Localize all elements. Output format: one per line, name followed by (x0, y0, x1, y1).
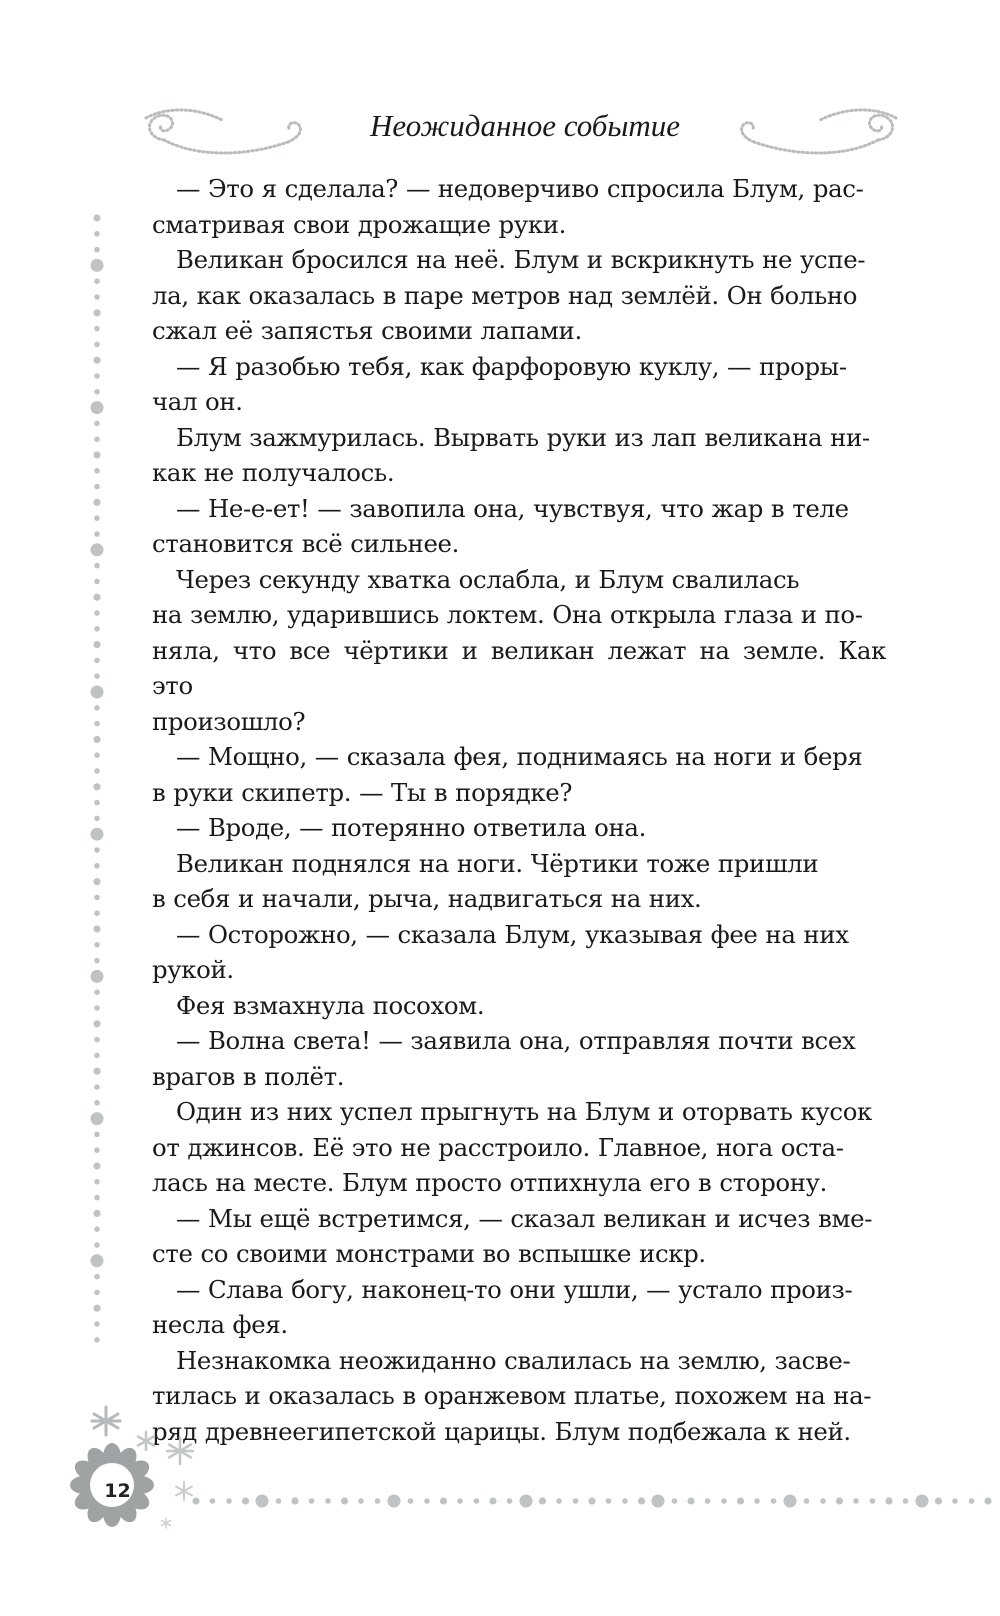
snowflake-icon (167, 1438, 193, 1464)
border-dot (94, 1037, 100, 1043)
border-dot (94, 294, 100, 300)
border-dot (94, 626, 100, 632)
text-line: Незнакомка неожиданно свалилась на землю, засве- (176, 1345, 851, 1375)
snowflake-icon (176, 1482, 192, 1500)
left-dot-border (86, 212, 108, 1352)
border-dot (916, 1495, 929, 1508)
text-line: врагов в полёт. (152, 1061, 345, 1091)
border-dot (93, 736, 100, 743)
paragraph (152, 1023, 886, 1094)
border-dot (94, 1242, 100, 1248)
border-dot (652, 1495, 665, 1508)
text-line: — Слава богу, наконец-то они ушли, — устало произ- (176, 1274, 853, 1304)
text-line: сжал её запястья своими лапами. (152, 316, 582, 345)
border-dot (969, 1498, 975, 1504)
text-line: сматривая свои дрожащие руки. (152, 209, 567, 239)
border-dot (94, 1226, 100, 1232)
border-dot (93, 357, 100, 364)
snowflake-icon (92, 1407, 120, 1435)
border-dot (94, 389, 100, 395)
border-dot (606, 1498, 612, 1504)
border-dot (341, 1497, 348, 1504)
border-dot (638, 1497, 645, 1504)
border-dot (94, 1321, 100, 1327)
border-dot (256, 1495, 269, 1508)
border-dot (93, 641, 100, 648)
border-dot (687, 1497, 694, 1504)
border-dot (836, 1497, 843, 1504)
paragraph (152, 739, 886, 810)
border-dot (94, 326, 100, 332)
border-dot (94, 1005, 100, 1011)
text-line: как не получалось. (152, 458, 395, 487)
border-dot (94, 1147, 100, 1153)
border-dot (94, 484, 100, 490)
header-ornament-left (138, 100, 314, 162)
border-dot (94, 705, 100, 711)
border-dot (903, 1498, 909, 1504)
text-line: Блум зажмурилась. Вырвать руки из лап великана ни- (176, 422, 870, 452)
border-dot (885, 1497, 892, 1504)
paragraph (152, 988, 886, 1024)
border-dot (984, 1497, 991, 1504)
paragraph (152, 171, 886, 242)
border-dot (94, 989, 100, 995)
border-dot (474, 1498, 480, 1504)
border-dot (94, 1084, 100, 1090)
paragraph (152, 420, 886, 491)
border-dot (242, 1497, 249, 1504)
border-dot (94, 373, 100, 379)
border-dot (94, 800, 100, 806)
header-ornament-right (728, 100, 904, 162)
text-line: становится всё сильнее. (152, 529, 460, 558)
text-line: — Вроде, — потерянно ответила она. (176, 813, 647, 842)
flower-page-badge (68, 1395, 208, 1545)
text-line: Великан поднялся на ноги. Чёртики тоже пришли (176, 848, 819, 878)
text-line: от джинсов. Её это не расстроило. Главное, нога оста- (152, 1132, 844, 1162)
border-dot (94, 673, 100, 679)
text-line: ряд древнеегипетской царицы. Блум подбежала к ней. (152, 1416, 851, 1446)
border-dot (93, 1020, 100, 1027)
border-dot (94, 658, 100, 664)
snowflake-icon (138, 1432, 154, 1450)
border-dot (93, 451, 100, 458)
border-dot (489, 1497, 496, 1504)
border-dot (804, 1498, 810, 1504)
border-dot (91, 970, 104, 983)
border-dot (94, 1290, 100, 1296)
text-line: Фея взмахнула посохом. (176, 990, 485, 1020)
border-dot (935, 1497, 942, 1504)
border-dot (94, 531, 100, 537)
border-dot (672, 1498, 678, 1504)
border-dot (820, 1498, 826, 1504)
text-line: в себя и начали, рыча, надвигаться на них. (152, 884, 702, 913)
border-dot (507, 1498, 513, 1504)
text-line: — Это я сделала? — недоверчиво спросила Блум, рас- (176, 174, 864, 203)
border-dot (952, 1498, 958, 1504)
snowflake-icon (162, 1518, 171, 1528)
border-dot (93, 594, 100, 601)
text-line: на землю, ударившись локтем. Она открыла глаза и по- (152, 600, 863, 629)
border-dot (94, 515, 100, 521)
body-text (152, 171, 886, 1449)
text-line: — Не-е-ет! — завопила она, чувствуя, что жар в теле (176, 493, 849, 523)
border-dot (325, 1498, 331, 1504)
border-dot (91, 686, 104, 699)
border-dot (94, 1337, 100, 1343)
text-line: — Осторожно, — сказала Блум, указывая фее на них (176, 919, 849, 949)
border-dot (291, 1497, 298, 1504)
border-dot (721, 1498, 727, 1504)
border-dot (94, 863, 100, 869)
text-line: лась на месте. Блум просто отпихнула его в сторону. (152, 1168, 828, 1197)
border-dot (93, 925, 100, 932)
border-dot (539, 1497, 546, 1504)
paragraph (152, 349, 886, 420)
border-dot (94, 958, 100, 964)
border-dot (94, 579, 100, 585)
border-dot (94, 247, 100, 253)
border-dot (94, 436, 100, 442)
text-line: — Волна света! — заявила она, отправляя почти всех (176, 1026, 856, 1055)
text-line: няла, что все чёртики и великан лежат на земле. Как это (152, 635, 886, 700)
border-dot (870, 1498, 876, 1504)
border-dot (93, 1210, 100, 1217)
border-dot (408, 1498, 414, 1504)
text-line: в руки скипетр. — Ты в порядке? (152, 777, 573, 807)
border-dot (309, 1498, 315, 1504)
paragraph (152, 562, 886, 740)
border-dot (93, 1162, 100, 1169)
border-dot (94, 610, 100, 616)
text-line: произошло? (152, 706, 306, 736)
border-dot (210, 1498, 216, 1504)
border-dot (94, 816, 100, 822)
border-dot (94, 421, 100, 427)
paragraph (152, 1201, 886, 1272)
border-dot (94, 895, 100, 901)
border-dot (520, 1495, 533, 1508)
border-dot (784, 1495, 797, 1508)
text-line: Через секунду хватка ослабла, и Блум свалилась (176, 564, 800, 594)
paragraph (152, 917, 886, 988)
bottom-dot-border (190, 1490, 1000, 1512)
border-dot (94, 721, 100, 727)
page-number: 12 (104, 1480, 131, 1502)
text-line: сте со своими монстрами во вспышке искр. (152, 1239, 706, 1268)
border-dot (94, 1100, 100, 1106)
text-line: Один из них успел прыгнуть на Блум и оторвать кусок (176, 1097, 872, 1126)
border-dot (94, 847, 100, 853)
border-dot (771, 1498, 777, 1504)
text-line: Великан бросился на неё. Блум и вскрикнуть не успе- (176, 245, 866, 274)
border-dot (556, 1498, 562, 1504)
border-dot (276, 1498, 282, 1504)
paragraph (152, 242, 886, 349)
border-dot (737, 1497, 744, 1504)
border-dot (91, 1112, 104, 1125)
border-dot (93, 214, 100, 221)
border-dot (358, 1498, 364, 1504)
border-dot (93, 783, 100, 790)
border-dot (93, 1068, 100, 1075)
border-dot (94, 752, 100, 758)
border-dot (705, 1498, 711, 1504)
border-dot (94, 1274, 100, 1280)
paragraph (152, 810, 886, 846)
border-dot (94, 942, 100, 948)
border-dot (573, 1498, 579, 1504)
text-line: несла фея. (152, 1310, 288, 1339)
border-dot (94, 468, 100, 474)
text-line: — Мощно, — сказала фея, поднимаясь на ноги и беря (176, 742, 863, 771)
text-line: — Я разобью тебя, как фарфоровую куклу, — проры- (176, 351, 847, 381)
border-dot (94, 231, 100, 237)
border-dot (440, 1497, 447, 1504)
running-title: Неожиданное событие (369, 108, 681, 143)
paragraph (152, 846, 886, 917)
border-dot (94, 910, 100, 916)
paragraph (152, 1343, 886, 1450)
paragraph (152, 491, 886, 562)
border-dot (588, 1497, 595, 1504)
text-line: рукой. (152, 955, 234, 984)
border-dot (91, 828, 104, 841)
border-dot (94, 1179, 100, 1185)
border-dot (457, 1498, 463, 1504)
border-dot (375, 1498, 381, 1504)
border-dot (93, 878, 100, 885)
border-dot (94, 1132, 100, 1138)
text-line: тилась и оказалась в оранжевом платье, похожем на на- (152, 1381, 872, 1410)
border-dot (91, 543, 104, 556)
text-line: — Мы ещё встретимся, — сказал великан и исчез вме- (176, 1203, 873, 1233)
border-dot (388, 1495, 401, 1508)
text-line: чал он. (152, 387, 243, 416)
paragraph (152, 1094, 886, 1201)
paragraph (152, 1272, 886, 1343)
border-dot (91, 259, 104, 272)
text-line: ла, как оказалась в паре метров над землёй. Он больно (152, 280, 858, 310)
border-dot (91, 1254, 104, 1267)
border-dot (424, 1498, 430, 1504)
border-dot (94, 342, 100, 348)
border-dot (91, 401, 104, 414)
border-dot (93, 1305, 100, 1312)
border-dot (94, 563, 100, 569)
border-dot (93, 499, 100, 506)
border-dot (94, 1053, 100, 1059)
border-dot (94, 1195, 100, 1201)
border-dot (754, 1498, 760, 1504)
border-dot (622, 1498, 628, 1504)
border-dot (94, 278, 100, 284)
border-dot (226, 1498, 232, 1504)
border-dot (853, 1498, 859, 1504)
border-dot (94, 768, 100, 774)
border-dot (93, 309, 100, 316)
